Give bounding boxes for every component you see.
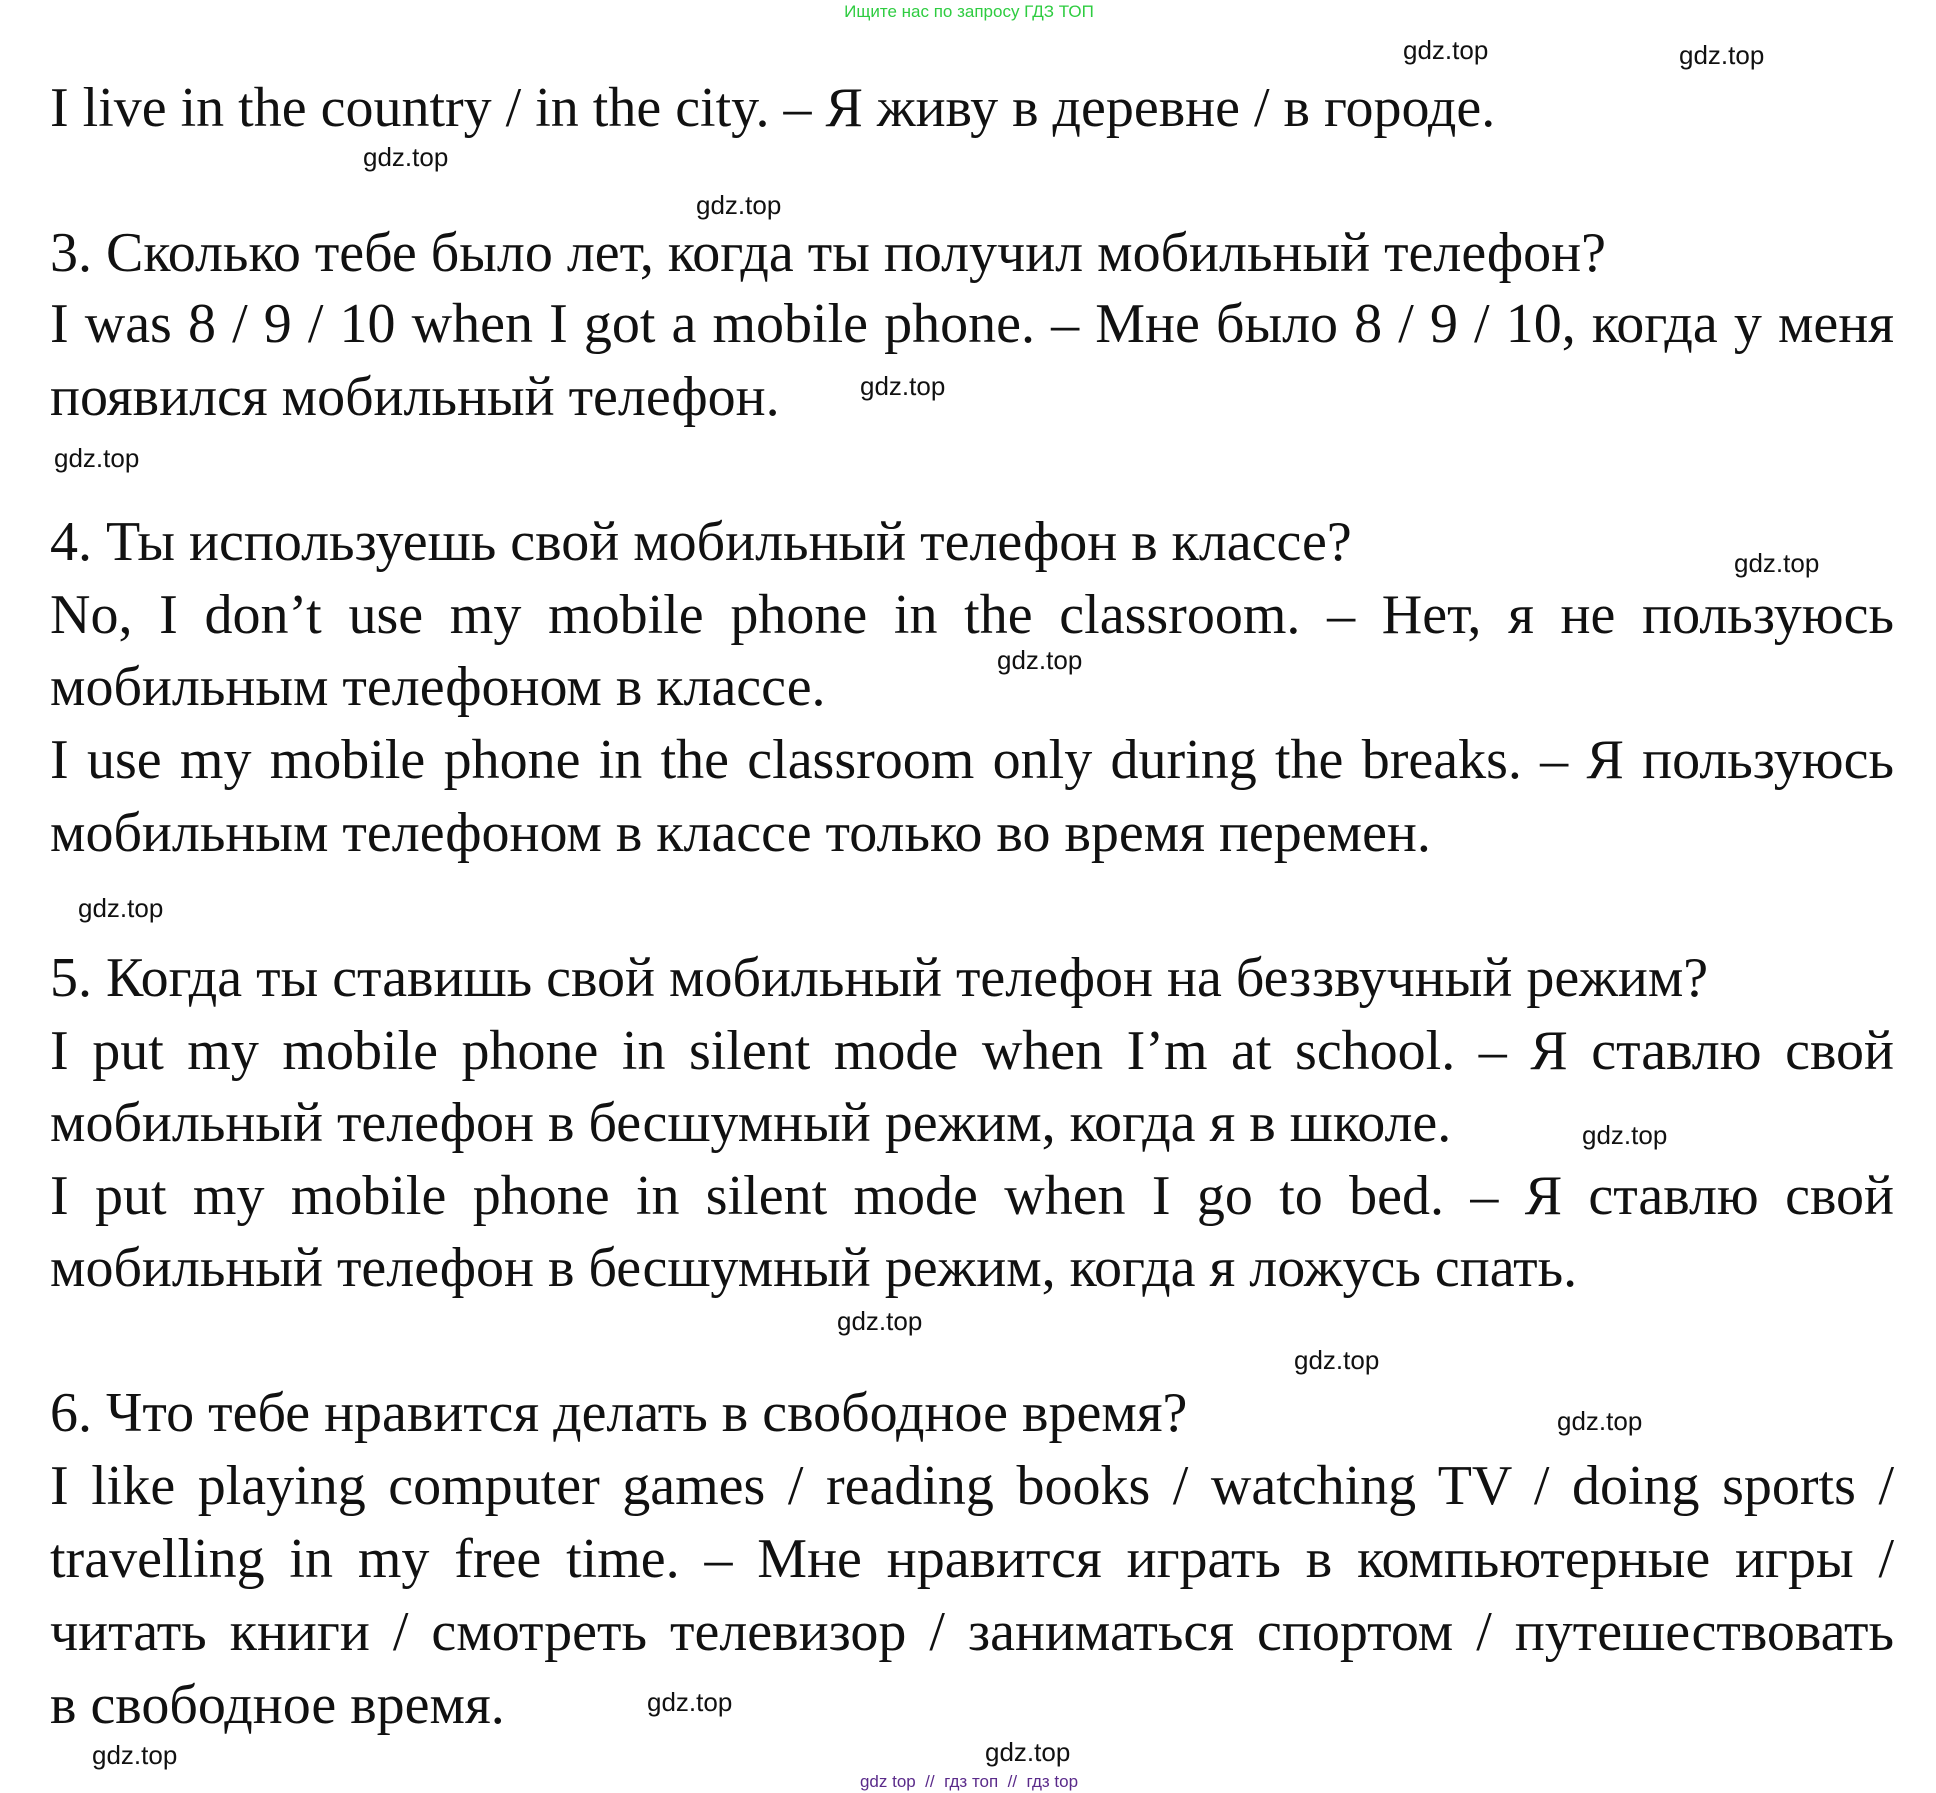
- watermark: gdz.top: [1734, 548, 1820, 578]
- watermark: gdz.top: [985, 1737, 1071, 1767]
- text-line: I put my mobile phone in silent mode when I go to bed. – Я ставлю свой: [50, 1165, 1894, 1227]
- question-5: 5. Когда ты ставишь свой мобильный телефон на беззвучный режим?: [50, 947, 1709, 1009]
- watermark: gdz.top: [997, 645, 1083, 675]
- footer-banner: gdz top // гдз топ // гдз top: [859, 1772, 1079, 1791]
- text-line: I live in the country / in the city. – Я живу в деревне / в городе.: [50, 77, 1496, 139]
- text-line: в свободное время.: [50, 1674, 505, 1736]
- text-line: I like playing computer games / reading books / watching TV / doing sports /: [50, 1455, 1894, 1517]
- text-line: мобильным телефоном в классе.: [50, 656, 826, 718]
- text-line: появился мобильный телефон.: [50, 366, 780, 428]
- text-line: читать книги / смотреть телевизор / заниматься спортом / путешествовать: [50, 1601, 1894, 1663]
- watermark: gdz.top: [837, 1306, 923, 1336]
- watermark: gdz.top: [1557, 1406, 1643, 1436]
- question-6: 6. Что тебе нравится делать в свободное время?: [50, 1382, 1188, 1444]
- question-3: 3. Сколько тебе было лет, когда ты получил мобильный телефон?: [50, 222, 1606, 284]
- text-line: мобильный телефон в бесшумный режим, когда я в школе.: [50, 1092, 1452, 1154]
- watermark: gdz.top: [860, 371, 946, 401]
- question-4: 4. Ты используешь свой мобильный телефон в классе?: [50, 511, 1352, 573]
- watermark: gdz.top: [363, 142, 449, 172]
- watermark: gdz.top: [1403, 35, 1489, 65]
- watermark: gdz.top: [92, 1740, 178, 1770]
- watermark: gdz.top: [54, 443, 140, 473]
- watermark: gdz.top: [647, 1687, 733, 1717]
- text-line: travelling in my free time. – Мне нравится играть в компьютерные игры /: [50, 1528, 1894, 1590]
- text-line: мобильным телефоном в классе только во время перемен.: [50, 802, 1431, 864]
- watermark: gdz.top: [78, 893, 164, 923]
- watermark: gdz.top: [1679, 40, 1765, 70]
- watermark: gdz.top: [696, 190, 782, 220]
- text-line: No, I don’t use my mobile phone in the classroom. – Нет, я не пользуюсь: [50, 584, 1894, 646]
- watermark: gdz.top: [1582, 1120, 1668, 1150]
- watermark: gdz.top: [1294, 1345, 1380, 1375]
- text-line: I put my mobile phone in silent mode when I’m at school. – Я ставлю свой: [50, 1020, 1894, 1082]
- text-line: I use my mobile phone in the classroom only during the breaks. – Я пользуюсь: [50, 729, 1894, 791]
- text-line: мобильный телефон в бесшумный режим, когда я ложусь спать.: [50, 1237, 1578, 1299]
- header-banner: Ищите нас по запросу ГДЗ ТОП: [844, 2, 1094, 21]
- text-line: I was 8 / 9 / 10 when I got a mobile phone. – Мне было 8 / 9 / 10, когда у меня: [50, 293, 1894, 355]
